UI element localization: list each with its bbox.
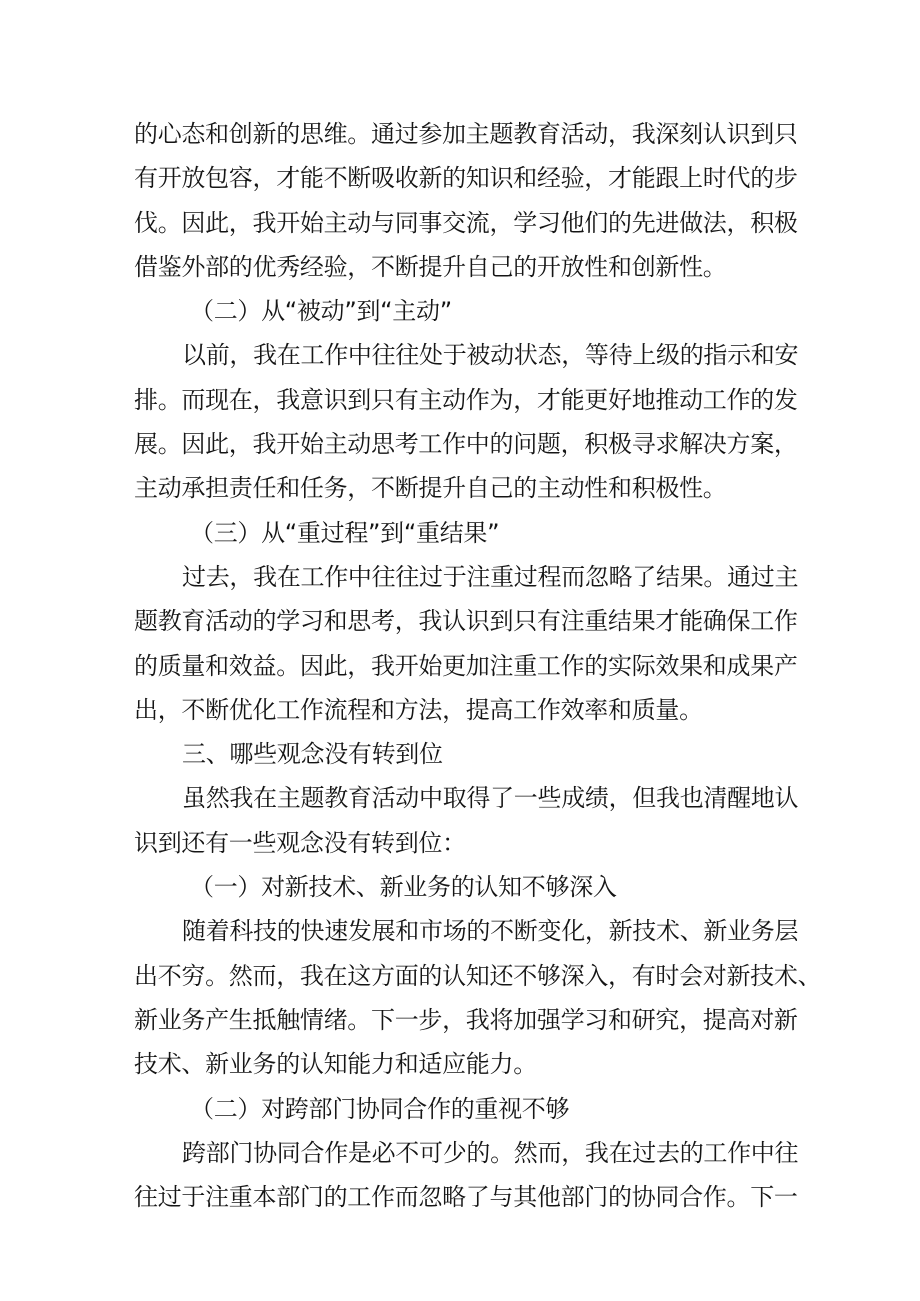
paragraph-line: 展。因此，我开始主动思考工作中的问题，积极寻求解决方案，: [134, 430, 798, 459]
paragraph-line: 排。而现在，我意识到只有主动作为，才能更好地推动工作的发: [134, 385, 798, 414]
paragraph-line: 跨部门协同合作是必不可少的。然而，我在过去的工作中往: [182, 1138, 799, 1167]
section-heading: 三、哪些观念没有转到位: [182, 740, 443, 769]
subheading-passive-to-active: （二）从“被动”到“主动”: [190, 297, 452, 326]
paragraph-line: 的质量和效益。因此，我开始更加注重工作的实际效果和成果产: [134, 651, 798, 680]
subheading-process-to-result: （三）从“重过程”到“重结果”: [190, 518, 500, 547]
paragraph-line: 出，不断优化工作流程和方法，提高工作效率和质量。: [134, 695, 703, 724]
paragraph-line: 识到还有一些观念没有转到位：: [134, 828, 466, 857]
paragraph-line: 主动承担责任和任务，不断提升自己的主动性和积极性。: [134, 474, 727, 503]
paragraph-line: 题教育活动的学习和思考，我认识到只有注重结果才能确保工作: [134, 607, 798, 636]
paragraph-line: 有开放包容，才能不断吸收新的知识和经验，才能跟上时代的步: [134, 164, 798, 193]
paragraph-line: 虽然我在主题教育活动中取得了一些成绩，但我也清醒地认: [182, 784, 799, 813]
paragraph-line: 出不穷。然而，我在这方面的认知还不够深入，有时会对新技术、: [134, 961, 822, 990]
paragraph-line: 的心态和创新的思维。通过参加主题教育活动，我深刻认识到只: [134, 120, 798, 148]
paragraph-line: 借鉴外部的优秀经验，不断提升自己的开放性和创新性。: [134, 252, 727, 281]
paragraph-line: 过去，我在工作中往往过于注重过程而忽略了结果。通过主: [182, 562, 799, 591]
paragraph-line: 伐。因此，我开始主动与同事交流，学习他们的先进做法，积极: [134, 208, 798, 237]
document-body: [134, 112, 822, 1219]
paragraph-line: 技术、新业务的认知能力和适应能力。: [134, 1050, 537, 1079]
paragraph-line: 随着科技的快速发展和市场的不断变化，新技术、新业务层: [182, 917, 799, 946]
subheading-cross-department: （二）对跨部门协同合作的重视不够: [190, 1094, 570, 1123]
paragraph-line: 往过于注重本部门的工作而忽略了与其他部门的协同合作。下一: [134, 1183, 798, 1212]
paragraph-line: 新业务产生抵触情绪。下一步，我将加强学习和研究，提高对新: [134, 1005, 798, 1034]
subheading-new-tech: （一）对新技术、新业务的认知不够深入: [190, 873, 617, 902]
paragraph-line: 以前，我在工作中往往处于被动状态，等待上级的指示和安: [182, 341, 799, 370]
